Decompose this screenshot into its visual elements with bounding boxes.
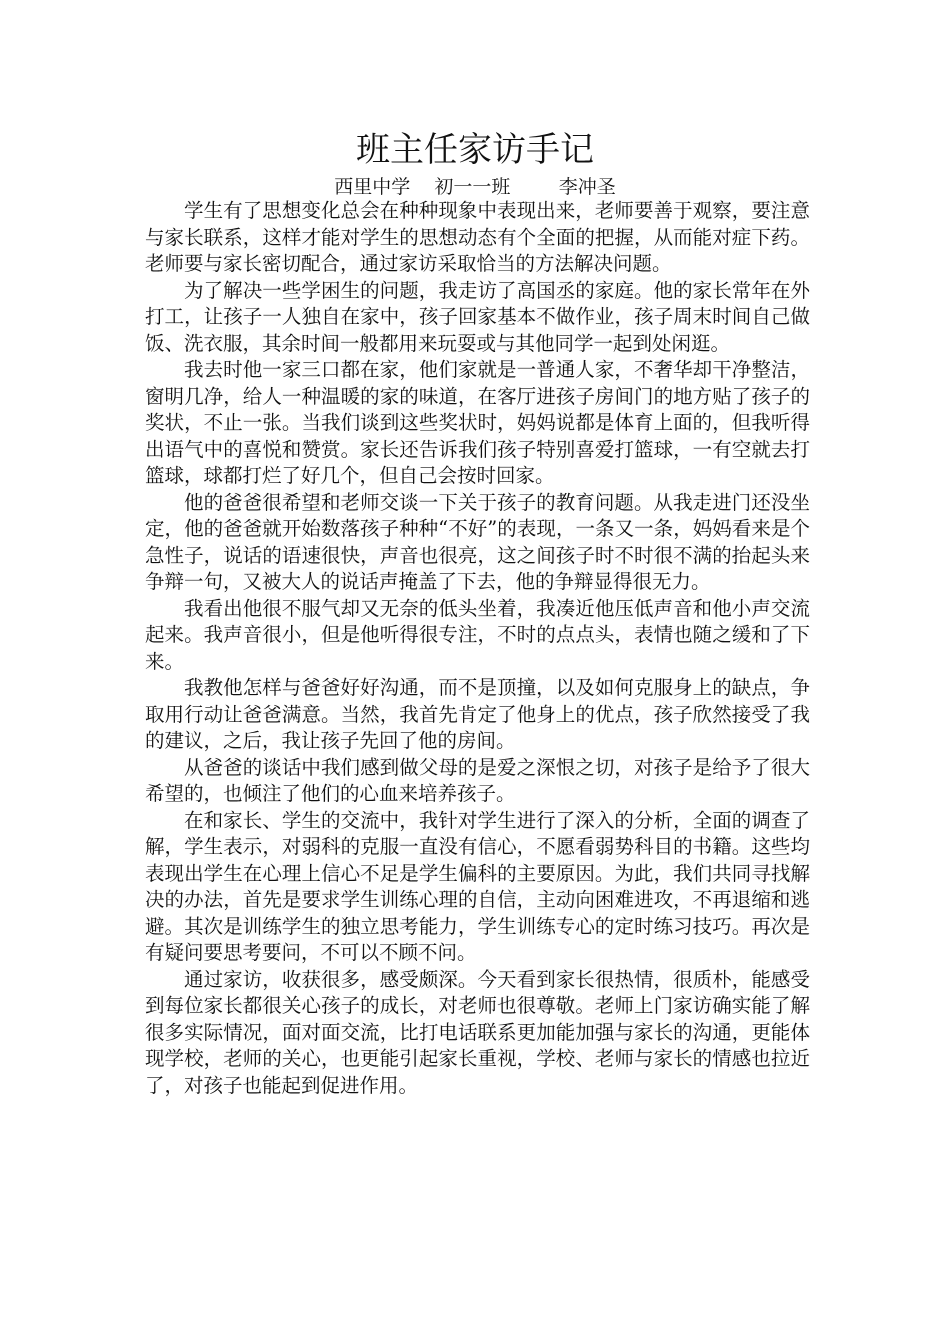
paragraph: 在和家长、学生的交流中，我针对学生进行了深入的分析，全面的调查了解，学生表示，对弱科的克服一直没有信心，不愿看弱势科目的书籍。这些均表现出学生在心理上信心不足是学生偏科的主要原因。为此，我们共同寻找解决的办法，首先是要求学生训练心理的自信，主动向困难进攻，不再退缩和逃避。其次是训练学生的独立思考能力，学生训练专心的定时练习技巧。再次是有疑问要思考要问，不可以不顾不问。 (145, 808, 810, 964)
paragraph: 他的爸爸很希望和老师交谈一下关于孩子的教育问题。从我走进门还没坐定，他的爸爸就开始数落孩子种种“不好”的表现，一条又一条，妈妈看来是个急性子，说话的语速很快，声音也很亮，这之间孩子时不时很不满的抬起头来争辩一句，又被大人的说话声掩盖了下去，他的争辩显得很无力。 (145, 490, 810, 593)
article-body (145, 198, 810, 1099)
paragraph: 从爸爸的谈话中我们感到做父母的是爱之深恨之切，对孩子是给予了很大希望的，也倾注了他们的心血来培养孩子。 (145, 755, 810, 805)
author-byline: 西里中学 初一一班 李冲圣 (334, 176, 616, 198)
paragraph: 我看出他很不服气却又无奈的低头坐着，我凑近他压低声音和他小声交流起来。我声音很小，但是他听得很专注，不时的点点头，表情也随之缓和了下来。 (145, 596, 810, 673)
paragraph: 通过家访，收获很多，感受颇深。今天看到家长很热情，很质朴，能感受到每位家长都很关心孩子的成长，对老师也很尊敬。老师上门家访确实能了解很多实际情况，面对面交流，比打电话联系更加能加强与家长的沟通，更能体现学校，老师的关心，也更能引起家长重视，学校、老师与家长的情感也拉近了，对孩子也能起到促进作用。 (145, 967, 810, 1097)
paragraph: 学生有了思想变化总会在种种现象中表现出来，老师要善于观察，要注意与家长联系，这样才能对学生的思想动态有个全面的把握，从而能对症下药。老师要与家长密切配合，通过家访采取恰当的方法解决问题。 (145, 199, 810, 275)
paragraph: 我去时他一家三口都在家，他们家就是一普通人家，不奢华却干净整洁，窗明几净，给人一种温暖的家的味道，在客厅进孩子房间门的地方贴了孩子的奖状，不止一张。当我们谈到这些奖状时，妈妈说都是体育上面的，但我听得出语气中的喜悦和赞赏。家长还告诉我们孩子特别喜爱打篮球，一有空就去打篮球，球都打烂了好几个，但自己会按时回家。 (145, 358, 810, 487)
paragraph: 为了解决一些学困生的问题，我走访了高国丞的家庭。他的家长常年在外打工，让孩子一人独自在家中，孩子回家基本不做作业，孩子周末时间自己做饭、洗衣服，其余时间一般都用来玩耍或与其他同学一起到处闲逛。 (145, 278, 810, 355)
paragraph: 我教他怎样与爸爸好好沟通，而不是顶撞，以及如何克服身上的缺点，争取用行动让爸爸满意。当然，我首先肯定了他身上的优点，孩子欣然接受了我的建议，之后，我让孩子先回了他的房间。 (145, 676, 810, 752)
page-title: 班主任家访手记 (356, 130, 594, 170)
